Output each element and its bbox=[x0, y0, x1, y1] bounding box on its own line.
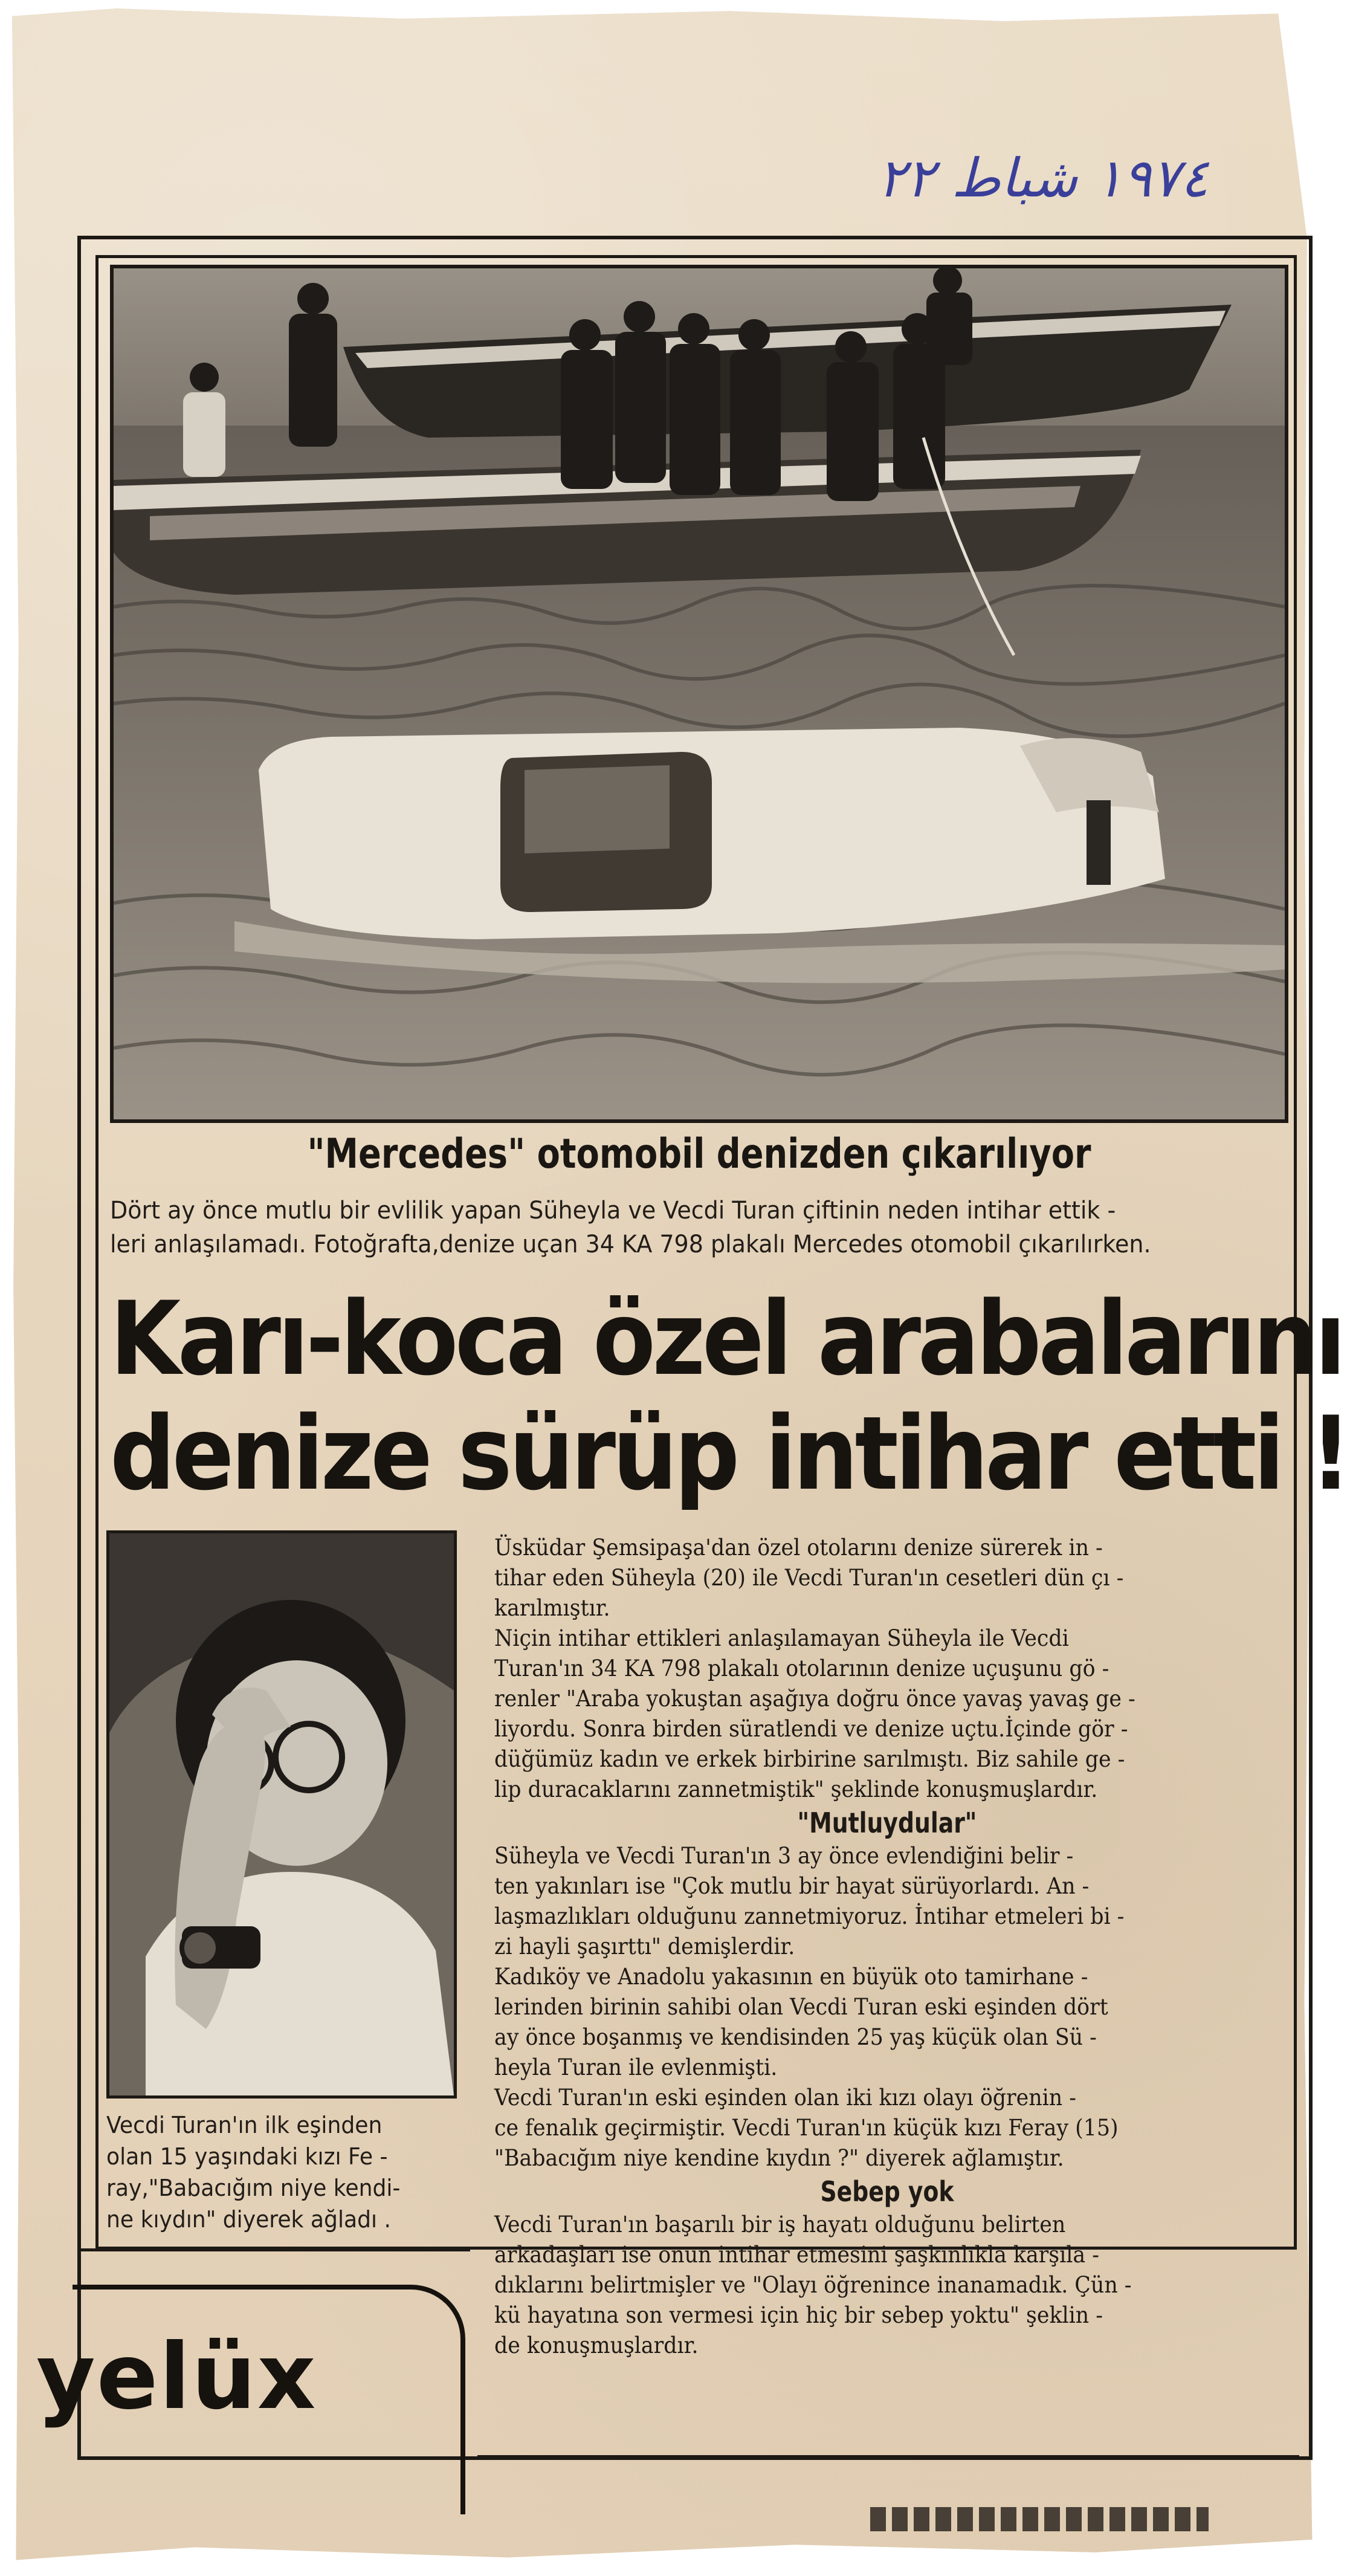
article-line: düğümüz kadın ve erkek birbirine sarılmıştı. Biz sahile ge - bbox=[494, 1746, 1125, 1772]
article-line: tihar eden Süheyla (20) ile Vecdi Turan'ın cesetleri dün çı - bbox=[494, 1565, 1124, 1591]
article-line: kü hayatına son vermesi için hiç bir sebep yoktu" şeklin - bbox=[494, 2302, 1103, 2328]
article-line: renler "Araba yokuştan aşağıya doğru önce yavaş yavaş ge - bbox=[494, 1686, 1135, 1712]
article-line: lip duracaklarını zannetmiştik" şeklinde konuşmuşlardır. bbox=[494, 1776, 1098, 1802]
article-line: ten yakınları ise "Çok mutlu bir hayat sürüyorlardı. An - bbox=[494, 1873, 1090, 1899]
photo-daughter-crying bbox=[106, 1530, 457, 2099]
side-caption-line: ne kıydın" diyerek ağladı . bbox=[106, 2206, 392, 2233]
article-line: karılmıştır. bbox=[494, 1595, 610, 1621]
headline-line-2: denize sürüp intihar etti ! bbox=[110, 1394, 1349, 1513]
photo-caption-line: Dört ay önce mutlu bir evlilik yapan Süheyla ve Vecdi Turan çiftinin neden intihar ettik - bbox=[110, 1197, 1116, 1225]
side-caption-line: olan 15 yaşındaki kızı Fe - bbox=[106, 2143, 388, 2170]
photo-caption-line: leri anlaşılamadı. Fotoğrafta,denize uçan 34 KA 798 plakalı Mercedes otomobil çıkarılırken. bbox=[110, 1231, 1151, 1258]
article-subhead-sebep-yok: Sebep yok bbox=[820, 2175, 954, 2208]
article-line: "Babacığım niye kendine kıydın ?" diyerek ağlamıştır. bbox=[494, 2145, 1064, 2171]
article-line: zi hayli şaşırttı" demişlerdir. bbox=[494, 1934, 795, 1960]
article-line: Turan'ın 34 KA 798 plakalı otolarının denize uçuşunu gö - bbox=[494, 1655, 1109, 1681]
photo-caption-text bbox=[110, 1194, 1288, 1261]
column-divider-rule bbox=[77, 2248, 470, 2251]
bottom-divider-rule bbox=[477, 2455, 1299, 2459]
article-line: laşmazlıkları olduğunu zannetmiyoruz. İntihar etmeleri bi - bbox=[494, 1903, 1125, 1929]
article-line: Üsküdar Şemsipaşa'dan özel otolarını denize sürerek in - bbox=[494, 1535, 1103, 1561]
side-photo-caption bbox=[106, 2109, 469, 2235]
advertisement-fragment bbox=[36, 2285, 465, 2514]
article-line: liyordu. Sonra birden süratlendi ve denize uçtu.İçinde gör - bbox=[494, 1716, 1128, 1742]
cut-off-text-strip bbox=[870, 2507, 1209, 2531]
photo-car-recovery-illustration bbox=[114, 268, 1285, 1119]
article-line: Vecdi Turan'ın eski eşinden olan iki kızı olayı öğrenin - bbox=[494, 2085, 1076, 2111]
article-line: arkadaşları ise onun intihar etmesini şaşkınlıkla karşıla - bbox=[494, 2242, 1099, 2268]
article-line: dıklarını belirtmişler ve "Olayı öğrenince inanamadık. Çün - bbox=[494, 2272, 1132, 2298]
article-line: Vecdi Turan'ın başarılı bir iş hayatı olduğunu belirten bbox=[494, 2212, 1066, 2238]
side-caption-line: ray,"Babacığım niye kendi- bbox=[106, 2175, 401, 2201]
handwritten-date: ١٩٧٤ شباط ٢٢ bbox=[877, 147, 1209, 209]
photo-caption-title: "Mercedes" otomobil denizden çıkarılıyor bbox=[307, 1130, 1091, 1178]
article-line: Niçin intihar ettikleri anlaşılamayan Süheyla ile Vecdi bbox=[494, 1625, 1069, 1651]
photo-daughter-illustration bbox=[109, 1533, 454, 2095]
article-line: Süheyla ve Vecdi Turan'ın 3 ay önce evlendiğini belir - bbox=[494, 1843, 1074, 1869]
article-body bbox=[494, 1533, 1280, 2361]
side-caption-line: Vecdi Turan'ın ilk eşinden bbox=[106, 2112, 383, 2138]
article-line: de konuşmuşlardır. bbox=[494, 2332, 699, 2358]
headline-line-1: Karı-koca özel arabalarını bbox=[110, 1280, 1343, 1398]
article-line: heyla Turan ile evlenmişti. bbox=[494, 2054, 778, 2080]
headline bbox=[110, 1280, 1349, 1513]
photo-car-recovery bbox=[110, 265, 1288, 1123]
article-line: ay önce boşanmış ve kendisinden 25 yaş küçük olan Sü - bbox=[494, 2024, 1097, 2050]
cut-off-next-headline bbox=[870, 2496, 1209, 2532]
article-line: lerinden birinin sahibi olan Vecdi Turan eski eşinden dört bbox=[494, 1994, 1108, 2020]
article-subhead-mutluydular: "Mutluydular" bbox=[797, 1807, 977, 1839]
article-line: Kadıköy ve Anadolu yakasının en büyük oto tamirhane - bbox=[494, 1964, 1088, 1990]
article-line: ce fenalık geçirmiştir. Vecdi Turan'ın küçük kızı Feray (15) bbox=[494, 2115, 1119, 2141]
advertisement-text: yelüx bbox=[36, 2325, 317, 2430]
